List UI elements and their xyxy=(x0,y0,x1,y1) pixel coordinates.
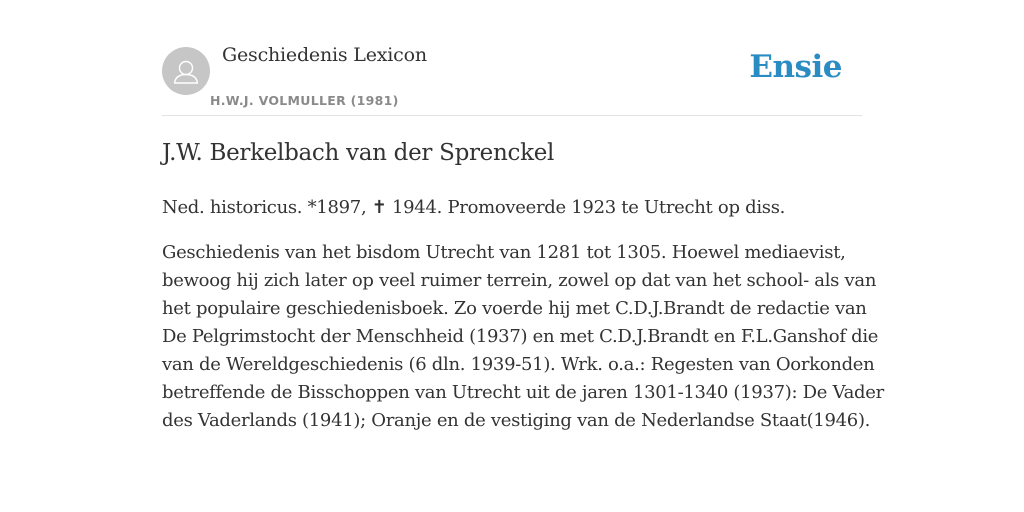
paragraph-line: van de Wereldgeschiedenis (6 dln. 1939-51). Wrk. o.a.: Regesten van Oorkonden xyxy=(162,354,875,375)
author-credit[interactable]: H.W.J. VOLMULLER (1981) xyxy=(210,93,399,108)
ensie-logo[interactable]: Ensie xyxy=(749,49,842,85)
paragraph-line: des Vaderlands (1941); Oranje en de vestiging van de Nederlandse Staat(1946). xyxy=(162,410,871,431)
entry-title: J.W. Berkelbach van der Sprenckel xyxy=(162,140,555,166)
paragraph-line: bewoog hij zich later op veel ruimer terrein, zowel op dat van het school- als van xyxy=(162,270,877,291)
entry-card xyxy=(162,0,884,431)
paragraph-line: De Pelgrimstocht der Menschheid (1937) en met C.D.J.Brandt en F.L.Ganshof die xyxy=(162,326,879,347)
user-placeholder-icon[interactable] xyxy=(162,47,210,95)
paragraph-line: betreffende de Bisschoppen van Utrecht uit de jaren 1301-1340 (1937): De Vader xyxy=(162,382,884,403)
paragraph-line: het populaire geschiedenisboek. Zo voerde hij met C.D.J.Brandt de redactie van xyxy=(162,298,867,319)
avatar-user-glyph xyxy=(162,47,210,95)
source-title[interactable]: Geschiedenis Lexicon xyxy=(222,44,427,66)
entry-paragraph-1: Ned. historicus. *1897, ✝ 1944. Promoveerde 1923 te Utrecht op diss. xyxy=(162,197,786,218)
entry-header xyxy=(162,0,862,116)
paragraph-line: Geschiedenis van het bisdom Utrecht van 1281 tot 1305. Hoewel mediaevist, xyxy=(162,242,846,263)
entry-paragraph-2 xyxy=(162,239,884,435)
